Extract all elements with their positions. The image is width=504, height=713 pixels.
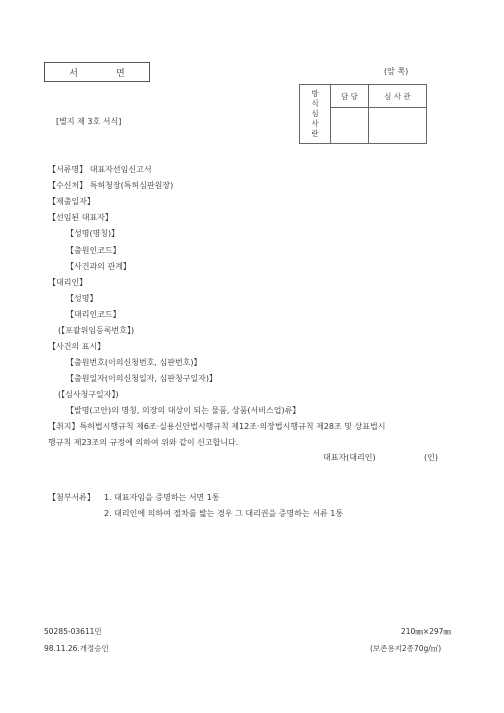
field-invention-title: 【발명(고안)의 명칭, 의장의 대상이 되는 물품, 상품(서비스업)류】	[66, 406, 301, 415]
approval-examiner-header: 심 사 관	[368, 85, 426, 108]
paper-type: (보존용지2종70g/㎡)	[370, 644, 442, 653]
field-submission-date: 【제출일자】	[48, 197, 95, 206]
approval-staff-header: 담 당	[331, 85, 369, 108]
title-char-1: 서	[69, 68, 78, 79]
field-agent-code: 【대리인코드】	[66, 310, 121, 319]
field-power-of-attorney-no: (【포괄위임등록번호】)	[58, 326, 135, 335]
field-application-number: 【출원번호(이의신청번호, 심판번호)】	[66, 358, 202, 367]
field-agent-name: 【성명】	[66, 294, 98, 303]
approval-examiner-cell	[368, 108, 426, 144]
field-representative-name: 【성명(명칭)】	[66, 229, 120, 238]
approval-staff-cell	[331, 108, 369, 144]
field-purpose-continued: 행규칙 제23조의 규정에 의하여 위와 같이 신고합니다.	[48, 438, 239, 447]
form-code: 50285-03611민	[44, 627, 102, 636]
attachments-label: 【첨부서류】	[48, 493, 95, 502]
approval-table	[299, 84, 427, 144]
field-applicant-code: 【출원인코드】	[66, 246, 121, 255]
seal-mark: (인)	[424, 453, 438, 462]
field-examination-request-date: (【심사청구일자】)	[58, 390, 119, 399]
approval-side-label: 방 식 심 사 란	[300, 85, 331, 144]
paper-size: 210㎜×297㎜	[401, 627, 451, 636]
form-number: [별지 제 3호 서식]	[56, 117, 122, 126]
signature-label: 대표자(대리인)	[323, 453, 376, 462]
attachment-item-1: 1. 대표자임을 증명하는 서면 1통	[104, 493, 220, 502]
document-title	[44, 62, 150, 82]
title-char-2: 면	[116, 68, 125, 79]
approval-date: 98.11.26.개정승인	[44, 644, 109, 653]
field-purpose: 【취지】특허법시행규칙 제6조·실용신안법시행규칙 제12조·의장법시행규칙 제28조 및 상표법시	[48, 422, 386, 431]
field-recipient: 【수신처】 특허청장(특허심판원장)	[48, 181, 174, 190]
field-agent: 【대리인】	[48, 278, 88, 287]
field-case-relation: 【사건과의 관계】	[66, 262, 131, 271]
attachment-item-2: 2. 대리인에 의하여 절차를 밟는 경우 그 대리권을 증명하는 서류 1통	[104, 509, 344, 518]
page-side-label: (앞 쪽)	[384, 67, 409, 76]
field-application-date: 【출원일자(이의신청일자, 심판청구일자)】	[66, 374, 217, 383]
field-case-indication: 【사건의 표시】	[48, 342, 106, 351]
field-appointed-representative: 【선임된 대표자】	[48, 213, 113, 222]
field-document-name: 【서류명】 대표자선임신고서	[48, 165, 152, 174]
